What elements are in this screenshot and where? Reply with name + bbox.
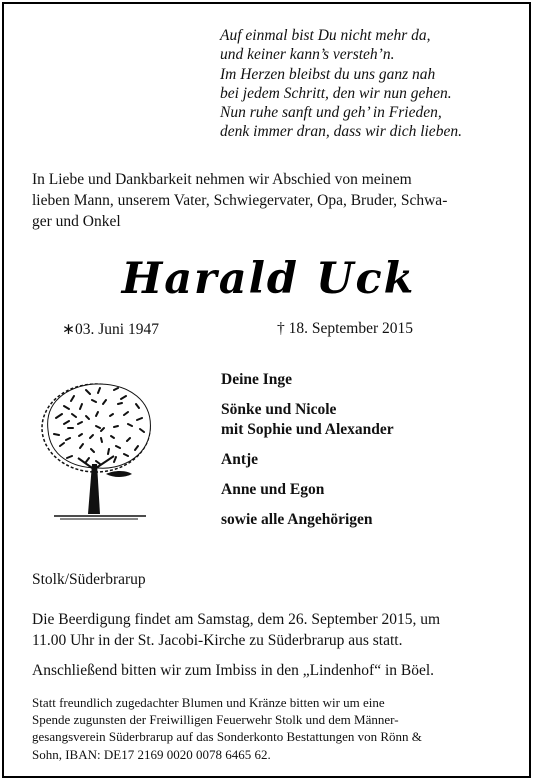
family-line: sowie alle Angehörigen	[221, 511, 373, 528]
family-line: Antje	[221, 451, 259, 468]
intro-line: lieben Mann, unserem Vater, Schwiegervater, Opa, Bruder, Schwa-	[32, 191, 448, 209]
poem-line: und keiner kann’s versteh’n.	[220, 46, 395, 64]
family-group	[221, 510, 511, 530]
donation-line: Spende zugunsten der Freiwilligen Feuerwehr Stolk und dem Männer-	[32, 712, 399, 728]
birth-date: ∗03. Juni 1947	[62, 321, 159, 338]
funeral-line: 11.00 Uhr in der St. Jacobi-Kirche zu Süderbrarup aus statt.	[32, 631, 403, 649]
family-line: Anne und Egon	[221, 481, 325, 498]
family-group	[221, 370, 511, 390]
poem	[220, 26, 520, 142]
family-list	[221, 370, 511, 540]
family-group	[221, 400, 511, 440]
funeral-info	[32, 610, 512, 651]
tree-icon	[34, 378, 164, 526]
reception-info: Anschließend bitten wir zum Imbiss in den „Lindenhof“ in Böel.	[32, 662, 435, 679]
donation-line: gesangsverein Süderbrarup auf das Sonderkonto Bestattungen von Rönn &	[32, 729, 422, 745]
family-line: Deine Inge	[221, 371, 293, 388]
family-group	[221, 450, 511, 470]
intro-line: In Liebe und Dankbarkeit nehmen wir Abschied von meinem	[32, 171, 412, 188]
donation-line: Statt freundlich zugedachter Blumen und Kränze bitten wir um eine	[32, 695, 385, 710]
family-line: Sönke und Nicole	[221, 401, 337, 418]
donation-request	[32, 694, 512, 763]
deceased-name: Harald Uck	[121, 254, 416, 304]
funeral-line: Die Beerdigung findet am Samstag, dem 26. September 2015, um	[32, 611, 441, 628]
obituary-notice	[2, 2, 531, 778]
poem-line: bei jedem Schritt, den wir nun gehen.	[220, 84, 452, 102]
poem-line: Im Herzen bleibst du uns ganz nah	[220, 65, 436, 83]
intro-line: ger und Onkel	[32, 212, 121, 230]
poem-line: Nun ruhe sanft und geh’ in Frieden,	[220, 104, 442, 122]
donation-line: Sohn, IBAN: DE17 2169 0020 0078 6465 62.	[32, 746, 271, 762]
intro-text	[32, 170, 512, 232]
family-line: mit Sophie und Alexander	[221, 421, 394, 438]
poem-line: denk immer dran, dass wir dich lieben.	[220, 123, 462, 141]
poem-line: Auf einmal bist Du nicht mehr da,	[220, 27, 431, 44]
death-date: † 18. September 2015	[277, 320, 414, 337]
family-group	[221, 480, 511, 500]
place-of-residence: Stolk/Süderbrarup	[32, 571, 146, 588]
